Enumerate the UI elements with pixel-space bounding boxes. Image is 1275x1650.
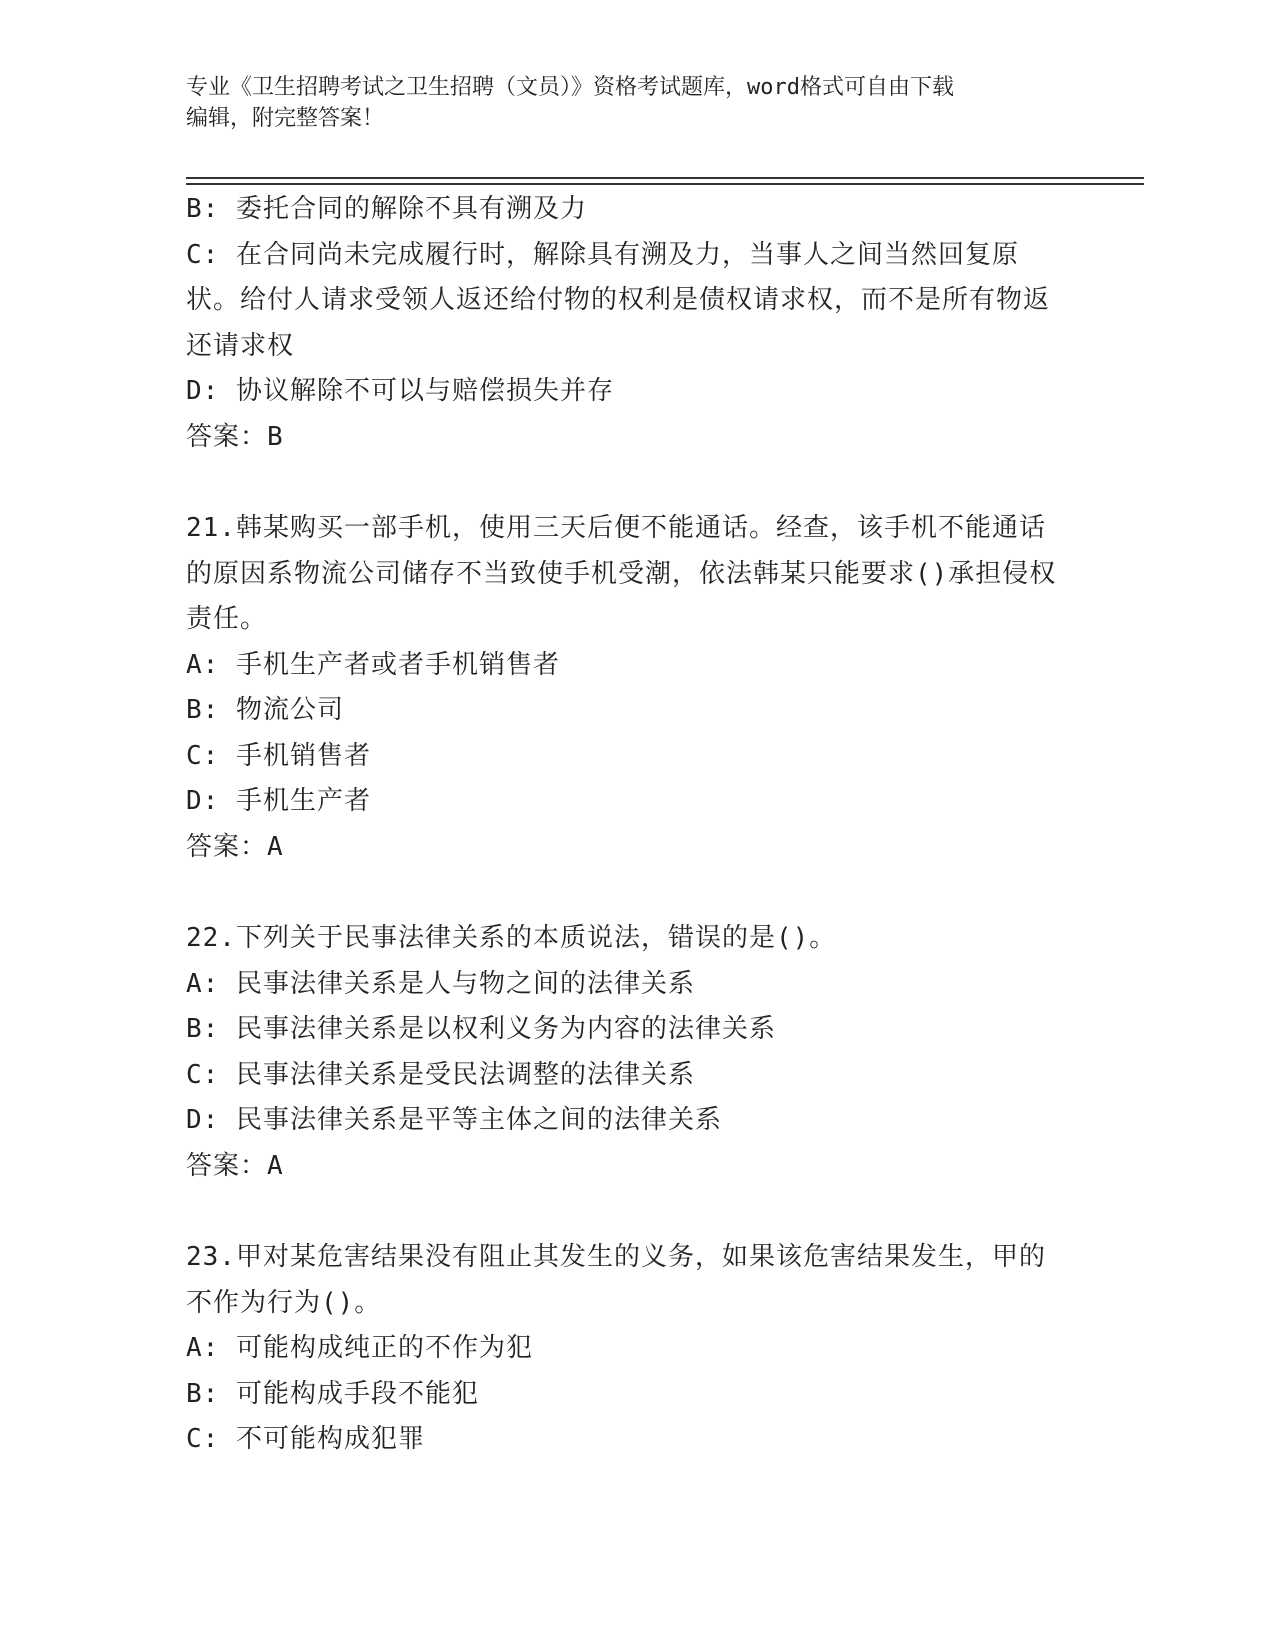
header-line-2: 编辑，附完整答案！: [186, 106, 385, 131]
option-b: B: 可能构成手段不能犯: [186, 1378, 479, 1409]
option-c: C: 手机销售者: [186, 740, 371, 771]
question-block-21: [186, 506, 1066, 870]
answer-line: 答案：B: [186, 421, 284, 452]
page-header: [186, 72, 1066, 134]
answer-line: 答案：A: [186, 831, 284, 862]
option-c: C: 民事法律关系是受民法调整的法律关系: [186, 1059, 695, 1090]
spacer: [186, 1189, 1066, 1235]
option-b: B: 民事法律关系是以权利义务为内容的法律关系: [186, 1014, 776, 1044]
question-stem: 22.下列关于民事法律关系的本质说法，错误的是()。: [186, 923, 837, 953]
question-block-prev: [186, 187, 1066, 460]
question-block-22: [186, 916, 1066, 1189]
option-d: D: 协议解除不可以与赔偿损失并存: [186, 376, 614, 406]
option-a: A: 手机生产者或者手机销售者: [186, 649, 560, 680]
header-line-1: 专业《卫生招聘考试之卫生招聘（文员）》资格考试题库，word格式可自由下载: [186, 75, 954, 100]
spacer: [186, 870, 1066, 916]
question-stem: 21.韩某购买一部手机，使用三天后便不能通话。经查，该手机不能通话的原因系物流公司储存不当致使手机受潮，依法韩某只能要求()承担侵权责任。: [186, 513, 1057, 634]
question-block-23: [186, 1235, 1066, 1463]
option-d: D: 民事法律关系是平等主体之间的法律关系: [186, 1105, 722, 1135]
option-a: A: 可能构成纯正的不作为犯: [186, 1333, 533, 1363]
header-divider-bottom: [186, 183, 1144, 185]
option-b: B: 物流公司: [186, 695, 344, 725]
option-a: A: 民事法律关系是人与物之间的法律关系: [186, 968, 695, 999]
option-b: B: 委托合同的解除不具有溯及力: [186, 194, 587, 224]
document-body: [186, 187, 1066, 1463]
option-c: C: 不可能构成犯罪: [186, 1424, 425, 1454]
option-d: D: 手机生产者: [186, 786, 371, 816]
header-divider-top: [186, 177, 1144, 179]
question-stem: 23.甲对某危害结果没有阻止其发生的义务，如果该危害结果发生，甲的不作为行为()。: [186, 1242, 1046, 1318]
option-c: C: 在合同尚未完成履行时，解除具有溯及力，当事人之间当然回复原状。给付人请求受领人返还给付物的权利是债权请求权，而不是所有物返还请求权: [186, 239, 1051, 361]
answer-line: 答案：A: [186, 1150, 284, 1181]
spacer: [186, 460, 1066, 506]
